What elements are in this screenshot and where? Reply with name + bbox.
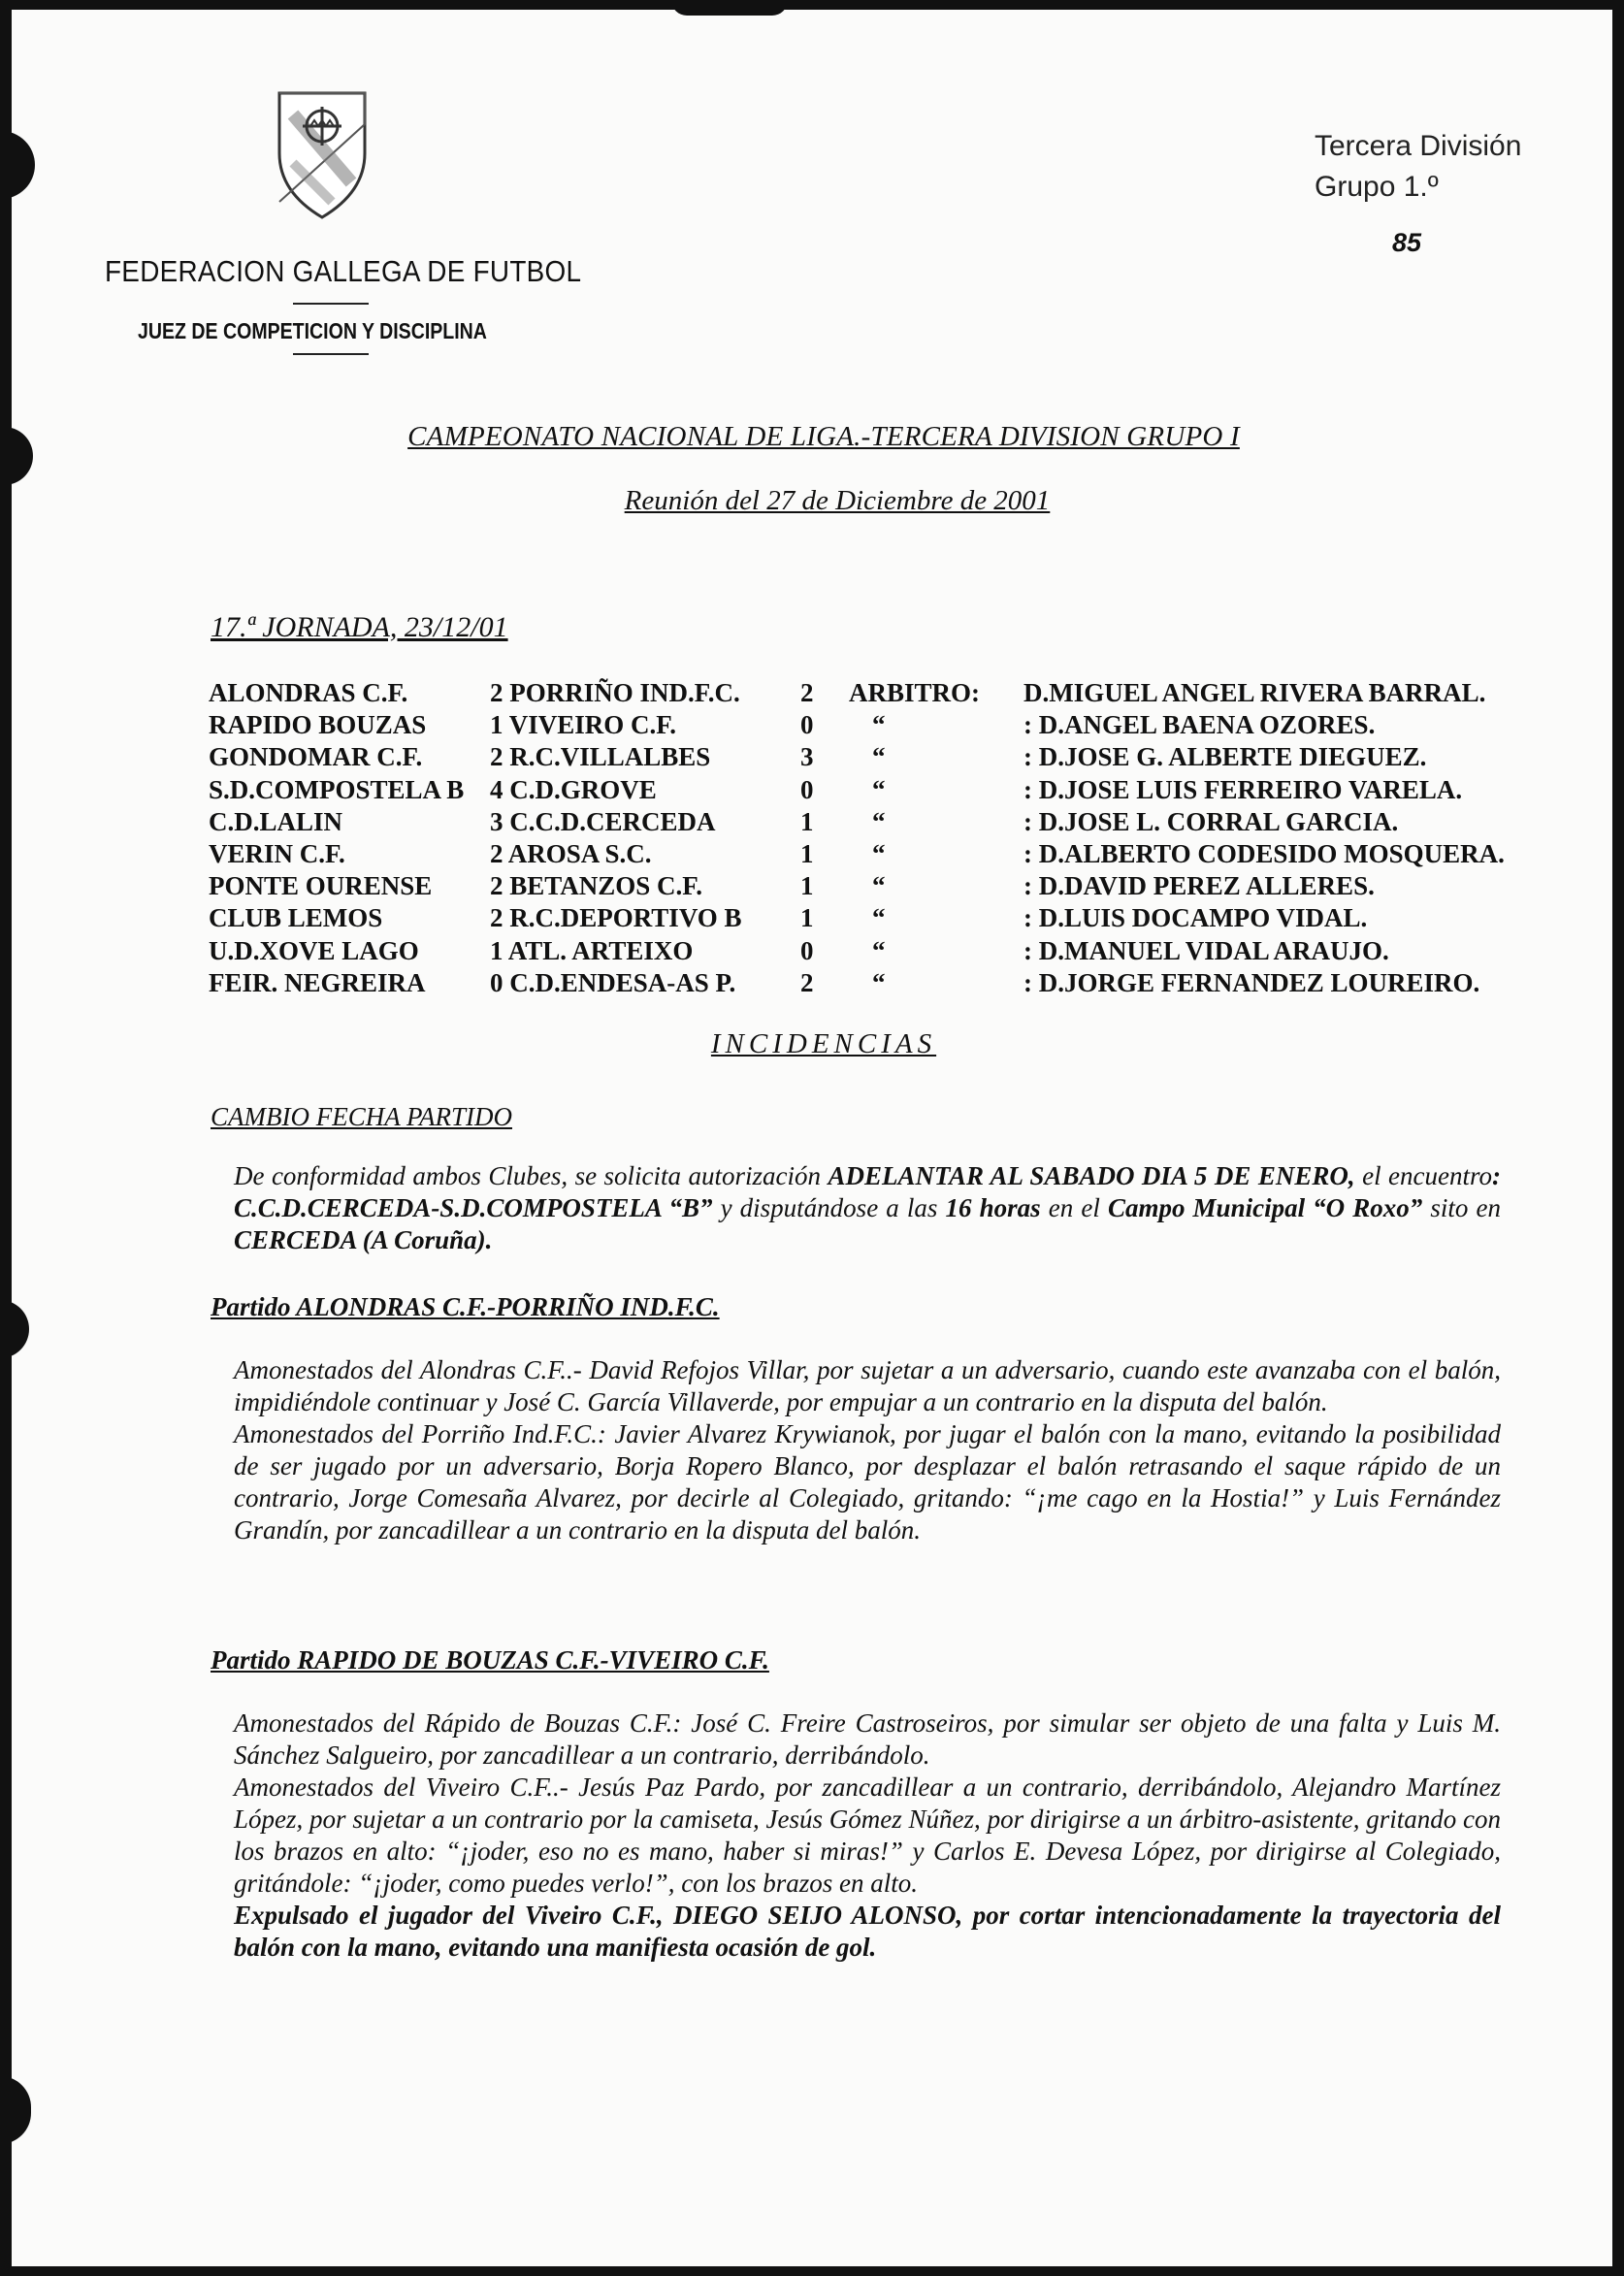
document-page [12,10,1612,2266]
result-row [209,806,1505,838]
result-row [209,838,1505,870]
referee-name: : D.JOSE LUIS FERREIRO VARELA. [1023,774,1463,804]
away-team-cell [490,677,800,709]
home-goals: 1 [490,710,503,740]
away-goals: 2 [800,678,814,708]
home-team: S.D.COMPOSTELA B [209,774,465,804]
group-line: Grupo 1.º [1315,171,1439,203]
home-goals: 4 [490,774,503,804]
home-goals: 3 [490,806,503,836]
referee-label: “ [872,871,886,901]
emphasis-text: Campo Municipal “O Roxo” [1107,1193,1423,1222]
result-row [209,935,1505,967]
text-span: en el [1040,1193,1108,1222]
emphasis-text: : C.C.D.CERCEDA-S.D.COMPOSTELA “B” [234,1161,1501,1222]
scan-edge-mark [12,131,35,199]
referee-label: “ [872,935,886,965]
match-1-paragraphs [211,1354,1501,1546]
home-team: RAPIDO BOUZAS [209,710,427,740]
match-2-expulsion: Expulsado el jugador del Viveiro C.F., DIEGO SEIJO ALONSO, por cortar intencionadamente la trayectoria del balón con la mano, evitando una manifiesta ocasión de gol. [234,1901,1501,1962]
away-goals: 0 [800,935,814,965]
division-label [1315,126,1521,208]
away-team-cell [490,967,800,999]
away-team: BETANZOS C.F. [509,871,703,901]
away-team: C.D.ENDESA-AS P. [509,967,736,997]
away-goals: 0 [800,710,814,740]
away-goals: 2 [800,967,814,997]
text-span: sito en [1422,1193,1501,1222]
match-1-paragraph-1: Amonestados del Alondras C.F..- David Refojos Villar, por sujetar a un adversario, cuando este avanzaba con el balón, impidiéndole continuar y José C. García Villaverde, por empujar a un contrario en la disputa del balón. [234,1355,1501,1416]
home-team: VERIN C.F. [209,839,345,869]
matchday-heading: 17.ª JORNADA, 23/12/01 [211,611,508,643]
referee-name: : D.LUIS DOCAMPO VIDAL. [1023,903,1368,933]
scan-edge-mark [671,10,788,16]
away-goals: 0 [800,774,814,804]
federation-name: FEDERACION GALLEGA DE FUTBOL [105,254,582,288]
referee-name: D.MIGUEL ANGEL RIVERA BARRAL. [1023,678,1486,708]
home-team: ALONDRAS C.F. [209,678,408,708]
away-team-cell [490,741,800,773]
referee-name: : D.DAVID PEREZ ALLERES. [1023,871,1375,901]
away-team: ATL. ARTEIXO [507,935,694,965]
home-goals: 2 [490,903,503,933]
result-row [209,709,1505,741]
text-span: y disputándose a las [712,1193,946,1222]
referee-label: “ [872,742,886,772]
emphasis-text: CERCEDA (A Coruña). [234,1225,493,1254]
referee-name: : D.JOSE L. CORRAL GARCIA. [1023,806,1399,836]
away-goals: 1 [800,806,814,836]
divider [293,353,369,355]
section-heading-match-2: Partido RAPIDO DE BOUZAS C.F.-VIVEIRO C.F. [211,1645,769,1674]
away-team-cell [490,935,800,967]
away-team: C.C.D.CERCEDA [509,806,716,836]
referee-label: ARBITRO: [849,678,981,708]
result-row [209,677,1505,709]
match-2-paragraph-1: Amonestados del Rápido de Bouzas C.F.: José C. Freire Castroseiros, por simular ser objeto de una falta y Luis M. Sánchez Salgueiro, por zancadillear a un contrario, derribándolo. [234,1708,1501,1770]
away-team-cell [490,838,800,870]
away-team-cell [490,806,800,838]
away-team: VIVEIRO C.F. [508,710,677,740]
referee-name: : D.MANUEL VIDAL ARAUJO. [1023,935,1389,965]
result-row [209,870,1505,902]
text-span: De conformidad ambos Clubes, se solicita autorización [234,1161,828,1190]
referee-label: “ [872,774,886,804]
committee-name: JUEZ DE COMPETICION Y DISCIPLINA [138,318,487,343]
referee-label: “ [872,839,886,869]
away-team: AROSA S.C. [507,839,652,869]
away-team-cell [490,774,800,806]
scan-edge-mark [12,2076,31,2144]
away-team: R.C.VILLALBES [509,742,711,772]
referee-name: : D.JORGE FERNANDEZ LOUREIRO. [1023,967,1480,997]
referee-label: “ [872,710,886,740]
away-team-cell [490,870,800,902]
away-team: PORRIÑO IND.F.C. [509,678,740,708]
referee-label: “ [872,806,886,836]
home-team: CLUB LEMOS [209,903,383,933]
referee-label: “ [872,967,886,997]
away-team-cell [490,902,800,934]
results-table [209,677,1505,999]
referee-name: : D.ANGEL BAENA OZORES. [1023,710,1376,740]
section-heading-date-change: CAMBIO FECHA PARTIDO [211,1102,512,1131]
federation-shield-logo [274,85,371,221]
referee-label: “ [872,903,886,933]
result-row [209,741,1505,773]
home-goals: 0 [490,967,503,997]
incidencias-heading: INCIDENCIAS [710,1028,937,1059]
division-line: Tercera División [1315,130,1522,162]
date-change-paragraph [211,1160,1501,1256]
match-2-paragraph-2: Amonestados del Viveiro C.F..- Jesús Paz Pardo, por zancadillear a un contrario, derribándolo, Alejandro Martínez López, por sujetar a un contrario por la camiseta, Jesús Gómez Núñez, por dirigirse a un árbitro-asistente, gritando con los brazos en alto: “¡joder, eso no es mano, haber si miras!” y Carlos E. Devesa López, por dirigirse al Colegiado, gritándole: “¡joder, como puedes verlo!”, con los brazos en alto. [234,1772,1501,1898]
home-goals: 2 [490,742,503,772]
match-1-paragraph-2: Amonestados del Porriño Ind.F.C.: Javier Alvarez Krywianok, por jugar el balón con la mano, evitando la posibilidad de ser jugado por un adversario, Borja Ropero Blanco, por desplazar el balón retrasando el saque rápido de un contrario, Jorge Comesaña Alvarez, por decirle al Colegiado, gritando: “¡me cago en la Hostia!” y Luis Fernández Grandín, por zancadillear a un contrario en la disputa del balón. [234,1419,1501,1544]
away-goals: 1 [800,839,814,869]
home-goals: 1 [490,935,503,965]
scan-edge-mark [12,1300,29,1358]
page-number: 85 [1392,228,1422,257]
away-team-cell [490,709,800,741]
championship-title: CAMPEONATO NACIONAL DE LIGA.-TERCERA DIVISION GRUPO I [407,421,1240,452]
referee-name: : D.ALBERTO CODESIDO MOSQUERA. [1023,839,1505,869]
emphasis-text: ADELANTAR AL SABADO DIA 5 DE ENERO, [828,1161,1355,1190]
away-team: C.D.GROVE [509,774,657,804]
referee-name: : D.JOSE G. ALBERTE DIEGUEZ. [1023,742,1427,772]
away-goals: 3 [800,742,814,772]
meeting-title: Reunión del 27 de Diciembre de 2001 [624,485,1051,516]
emphasis-text: 16 horas [945,1193,1041,1222]
home-team: FEIR. NEGREIRA [209,967,426,997]
away-goals: 1 [800,903,814,933]
result-row [209,774,1505,806]
home-team: GONDOMAR C.F. [209,742,423,772]
divider [293,303,369,305]
result-row [209,902,1505,934]
match-2-paragraphs [211,1707,1501,1964]
home-team: U.D.XOVE LAGO [209,935,419,965]
home-goals: 2 [490,839,503,869]
away-goals: 1 [800,871,814,901]
away-team: R.C.DEPORTIVO B [509,903,742,933]
text-span: el encuentro [1354,1161,1492,1190]
home-goals: 2 [490,871,503,901]
home-goals: 2 [490,678,503,708]
section-heading-match-1: Partido ALONDRAS C.F.-PORRIÑO IND.F.C. [211,1292,720,1321]
home-team: C.D.LALIN [209,806,343,836]
home-team: PONTE OURENSE [209,871,433,901]
result-row [209,967,1505,999]
